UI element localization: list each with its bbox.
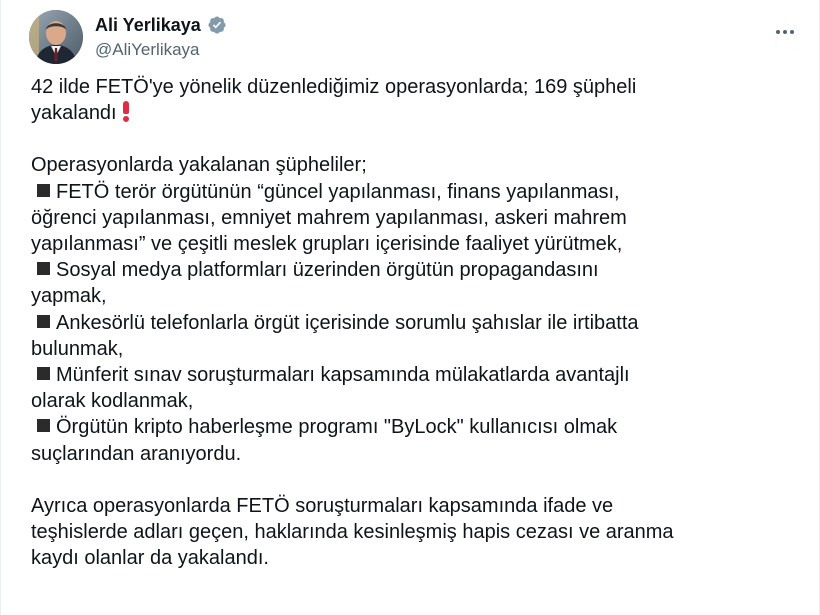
intro-line-2	[31, 100, 801, 126]
avatar-photo	[29, 10, 83, 64]
list-item-line	[31, 310, 801, 336]
black-square-icon	[37, 262, 50, 275]
list-item-line	[31, 362, 801, 388]
list-item	[31, 362, 801, 414]
tweet-header	[29, 8, 799, 64]
more-options-icon[interactable]	[771, 18, 799, 46]
list-item	[31, 257, 801, 309]
tweet-text	[31, 74, 801, 571]
black-square-icon	[37, 367, 50, 380]
display-name[interactable]: Ali Yerlikaya	[95, 15, 201, 35]
list-item-line: yapılanması” ve çeşitli meslek grupları içerisinde faaliyet yürütmek,	[31, 233, 623, 256]
red-exclamation-icon	[121, 101, 131, 121]
display-name-row	[95, 14, 227, 36]
closing-line: kaydı olanlar da yakalandı.	[31, 547, 269, 570]
list-item-line: bulunmak,	[31, 337, 124, 360]
intro-line-1: 42 ilde FETÖ'ye yönelik düzenlediğimiz operasyonlarda; 169 şüpheli	[31, 76, 637, 98]
black-square-icon	[37, 184, 50, 197]
paragraph-gap	[31, 126, 801, 152]
list-item-line	[31, 414, 801, 440]
list-item	[31, 414, 801, 466]
author-handle[interactable]: @AliYerlikaya	[95, 40, 200, 59]
intro-line-2-text: yakalandı	[31, 102, 117, 125]
list-item-line	[31, 257, 801, 283]
list-item-text: FETÖ terör örgütünün “güncel yapılanması, finans yapılanması,	[56, 180, 620, 203]
list-item-line	[31, 179, 801, 205]
list-item-line: öğrenci yapılanması, emniyet mahrem yapılanması, askeri mahrem	[31, 206, 627, 229]
avatar[interactable]	[29, 10, 83, 64]
list-item-line: yapmak,	[31, 285, 107, 308]
list-item-text: Ankesörlü telefonlarla örgüt içerisinde sorumlu şahıslar ile irtibatta	[56, 311, 639, 334]
list-item-text: Örgütün kripto haberleşme programı "ByLock" kullanıcısı olmak	[56, 416, 618, 439]
black-square-icon	[37, 419, 50, 432]
paragraph-gap	[31, 467, 801, 493]
closing-line: teşhislerde adları geçen, haklarında kesinleşmiş hapis cezası ve aranma	[31, 521, 674, 544]
list-item	[31, 310, 801, 362]
list-item-line: suçlarından aranıyordu.	[31, 442, 242, 465]
verified-badge-icon[interactable]	[207, 15, 227, 35]
author-info	[95, 14, 227, 61]
list-item	[31, 179, 801, 258]
list-item-text: Sosyal medya platformları üzerinden örgütün propagandasını	[56, 259, 599, 282]
closing-line: Ayrıca operasyonlarda FETÖ soruşturmaları kapsamında ifade ve	[31, 494, 614, 517]
list-item-text: Münferit sınav soruşturmaları kapsamında mülakatlarda avantajlı	[56, 364, 630, 387]
list-item-line: olarak kodlanmak,	[31, 390, 194, 413]
list-heading: Operasyonlarda yakalanan şüpheliler;	[31, 154, 367, 177]
black-square-icon	[37, 315, 50, 328]
